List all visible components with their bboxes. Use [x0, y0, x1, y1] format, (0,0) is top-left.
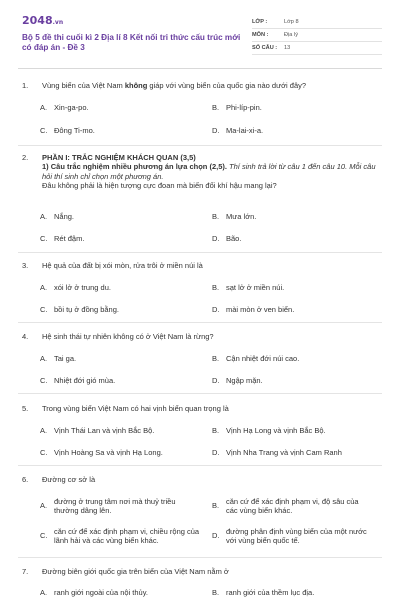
- question-4: [0, 332, 400, 341]
- option-b[interactable]: B. Phi-líp-pin.: [212, 103, 262, 112]
- question-1: [0, 81, 400, 90]
- question-7: [0, 567, 400, 576]
- logo-suffix: .vn: [52, 19, 64, 26]
- question-divider: [18, 393, 382, 394]
- section-heading: PHẦN I: TRẮC NGHIỆM KHÁCH QUAN (3,5): [42, 153, 196, 162]
- option-c[interactable]: C. Vịnh Hoàng Sa và vịnh Hạ Long.: [40, 448, 163, 457]
- header-divider: [18, 68, 382, 69]
- option-a[interactable]: A. ranh giới ngoài của nội thủy.: [40, 588, 149, 597]
- option-b[interactable]: B. căn cứ để xác định phạm vi, độ sâu của các vùng biển khác.: [212, 496, 359, 515]
- question-number: 4.: [22, 332, 29, 341]
- option-a[interactable]: A. Vịnh Thái Lan và vịnh Bắc Bộ.: [40, 426, 155, 435]
- question-stem: Đâu không phải là hiện tượng cực đoan mà biến đổi khí hậu mang lại?: [42, 181, 277, 191]
- option-a[interactable]: A. xói lở ở trung du.: [40, 283, 111, 292]
- option-d[interactable]: D. Vịnh Nha Trang và vịnh Cam Ranh: [212, 448, 342, 457]
- meta-label: MÔN :: [252, 31, 269, 38]
- question-divider: [18, 252, 382, 253]
- question-number: 1.: [22, 81, 29, 90]
- option-a[interactable]: A. Nắng.: [40, 212, 75, 221]
- question-divider: [18, 465, 382, 466]
- question-stem: Hệ quả của đất bị xói mòn, rửa trôi ở miền núi là: [42, 261, 203, 270]
- question-stem: Đường cơ sở là: [42, 475, 96, 484]
- page-title: Bộ 5 đề thi cuối kì 2 Địa lí 8 Kết nối tri thức cấu trúc mới có đáp án - Đề 3: [22, 32, 241, 53]
- option-b[interactable]: B. Vịnh Hạ Long và vịnh Bắc Bộ.: [212, 426, 326, 435]
- option-d[interactable]: D. mài mòn ở ven biển.: [212, 305, 295, 314]
- option-c[interactable]: C. Nhiệt đới gió mùa.: [40, 376, 116, 385]
- question-stem: Trong vùng biển Việt Nam có hai vịnh biển quan trọng là: [42, 404, 229, 413]
- option-c[interactable]: C. Rét đậm.: [40, 234, 85, 243]
- option-b[interactable]: B. Mưa lớn.: [212, 212, 257, 221]
- question-number: 2.: [22, 153, 29, 162]
- question-3: [0, 261, 400, 270]
- option-c[interactable]: C. căn cứ để xác định phạm vi, chiều rộng của lãnh hải và các vùng biển khác.: [40, 526, 200, 545]
- option-d[interactable]: D. đường phân định vùng biển của một nước với vùng biển quốc tế.: [212, 526, 367, 545]
- option-a[interactable]: A. Tai ga.: [40, 354, 77, 363]
- option-c[interactable]: C. bồi tụ ở đồng bằng.: [40, 305, 119, 314]
- option-a[interactable]: A. Xin-ga-po.: [40, 103, 89, 112]
- question-number: 6.: [22, 475, 29, 484]
- section-instructions: 1) Câu trắc nghiệm nhiều phương án lựa chọn (2,5). Thí sinh trả lời từ câu 1 đến câu 10. Mỗi câu hỏi thí sinh chỉ chọn một phương án.: [42, 162, 376, 181]
- question-divider: [18, 145, 382, 146]
- meta-row-subject: [252, 29, 382, 42]
- question-stem: Đường biên giới quốc gia trên biển của Việt Nam nằm ở: [42, 567, 229, 576]
- option-c[interactable]: C. Đông Ti-mo.: [40, 126, 95, 135]
- meta-row-count: [252, 42, 382, 55]
- option-b[interactable]: B. sạt lở ở miền núi.: [212, 283, 285, 292]
- meta-value: Địa lý: [284, 31, 298, 38]
- question-6: [0, 475, 400, 484]
- option-b[interactable]: B. ranh giới của thềm lục địa.: [212, 588, 315, 597]
- question-5: [0, 404, 400, 413]
- question-2: [0, 153, 400, 191]
- meta-row-class: [252, 16, 382, 29]
- question-number: 7.: [22, 567, 29, 576]
- question-stem: Hệ sinh thái tự nhiên không có ở Việt Nam là rừng?: [42, 332, 214, 341]
- question-stem: Vùng biển của Việt Nam không giáp với vùng biển của quốc gia nào dưới đây?: [42, 81, 307, 90]
- option-b[interactable]: B. Cận nhiệt đới núi cao.: [212, 354, 300, 363]
- meta-value: Lớp 8: [284, 18, 299, 25]
- meta-value: 13: [284, 44, 291, 51]
- page-header: [0, 0, 400, 62]
- exam-meta: [252, 16, 382, 55]
- logo-text: 2048: [22, 14, 53, 27]
- question-number: 3.: [22, 261, 29, 270]
- option-d[interactable]: D. Ma-lai-xi-a.: [212, 126, 264, 135]
- option-d[interactable]: D. Ngập mặn.: [212, 376, 263, 385]
- question-divider: [18, 557, 382, 558]
- question-number: 5.: [22, 404, 29, 413]
- meta-label: LỚP :: [252, 18, 268, 25]
- question-divider: [18, 322, 382, 323]
- option-d[interactable]: D. Bão.: [212, 234, 242, 243]
- option-a[interactable]: A. đường ở trung tâm nơi mà thuỷ triều thường dâng lên.: [40, 496, 176, 515]
- meta-label: SỐ CÂU :: [252, 44, 278, 51]
